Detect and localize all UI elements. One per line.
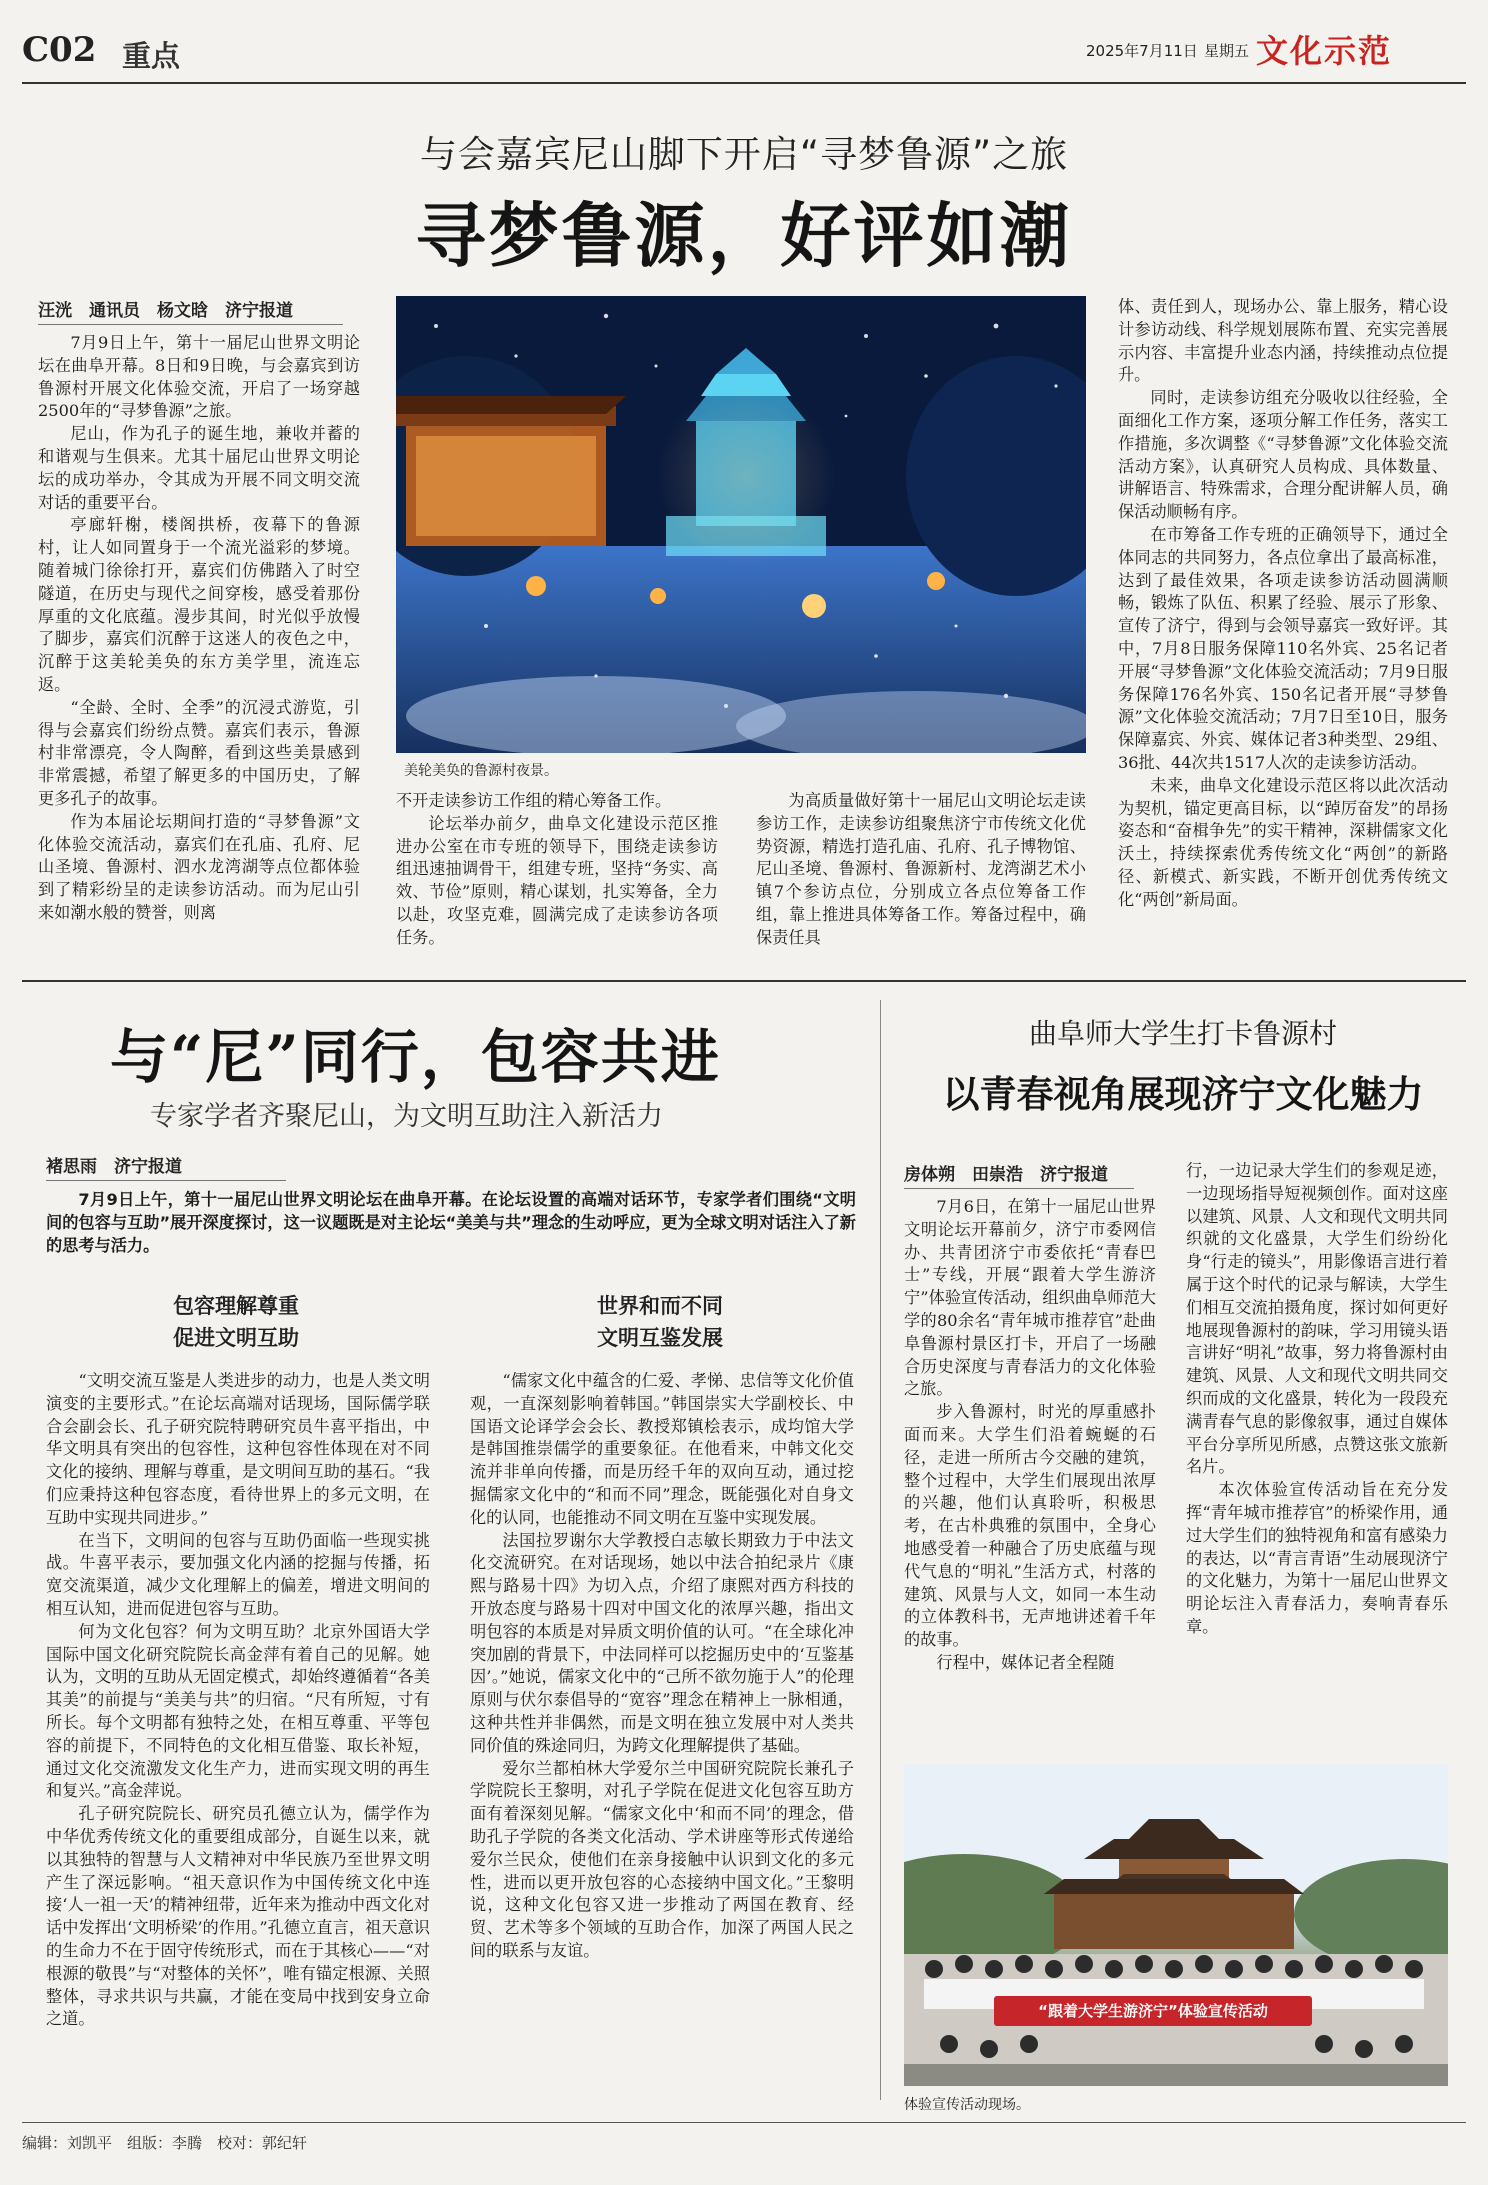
night-scene-photo	[396, 296, 1086, 753]
paragraph: 为高质量做好第十一届尼山文明论坛走读参访工作，走读参访组聚焦济宁市传统文化优势资源，精选打造孔庙、孔府、孔子博物馆、尼山圣境、鲁源村、鲁源新村、龙湾湖艺术小镇7个参访点位，分别成立各点位筹备工作组，靠上推进具体筹备工作。筹备过程中，确保责任具	[756, 791, 1086, 947]
article2-lead: 7月9日上午，第十一届尼山世界文明论坛在曲阜开幕。在论坛设置的高端对话环节，专家学者们围绕“文明间的包容与互助”展开深度探讨，这一议题既是对主论坛“美美与共”理念的生动呼应，更为全球文明对话注入了新的思考与活力。	[46, 1190, 856, 1255]
paragraph: 作为本届论坛期间打造的“寻梦鲁源”文化体验交流活动，嘉宾们在孔庙、孔府、尼山圣境、鲁源村、泗水龙湾湖等点位都体验到了精彩纷呈的走读参访活动。而为尼山引来如潮水般的赞誉，则离	[38, 811, 360, 922]
masthead-rule	[22, 82, 1466, 84]
article1-kicker: 与会嘉宾尼山脚下开启“寻梦鲁源”之旅	[419, 133, 1069, 176]
paragraph: 7月6日，在第十一届尼山世界文明论坛开幕前夕，济宁市委网信办、共青团济宁市委依托“青春巴士”专线，开展“跟着大学生游济宁”体验宣传活动，组织曲阜师范大学的80余名“青年城市推荐官”赴曲阜鲁源村景区打卡，开启了一场融合历史深度与青春活力的文化体验之旅。	[904, 1197, 1156, 1399]
article3-kicker: 曲阜师大学生打卡鲁源村	[1028, 1017, 1337, 1050]
article2-left-subhead-1: 包容理解尊重	[173, 1294, 299, 1318]
article1-column-4	[1118, 296, 1448, 912]
byline-underline	[904, 1188, 1134, 1189]
article1-column-1	[38, 332, 360, 925]
paragraph: 步入鲁源村，时光的厚重感扑面而来。大学生们沿着蜿蜒的石径，走进一所所古今交融的建筑，整个过程中，大学生们展现出浓厚的兴趣，他们认真聆听，积极思考，在古朴典雅的氛围中，全身心地感受着一种融合了历史底蕴与现代气息的“明礼”生活方式，村落的建筑、风景与人文，如同一本生动的立体教科书，无声地讲述着千年的故事。	[904, 1402, 1156, 1650]
page-code: C02	[22, 30, 97, 70]
column-divider	[880, 1000, 881, 2100]
byline-underline	[46, 1180, 286, 1181]
article2-headline: 与“尼”同行，包容共进	[110, 1023, 721, 1091]
article2-left-column	[46, 1370, 430, 2031]
group-photo-banner-text: “跟着大学生游济宁”体验宣传活动	[1038, 2002, 1268, 2020]
article2-left-subhead-2: 促进文明互助	[173, 1326, 299, 1350]
paragraph: 行程中，媒体记者全程随	[936, 1652, 1115, 1672]
footer-rule	[22, 2122, 1466, 2123]
paragraph: 本次体验宣传活动旨在充分发挥“青年城市推荐官”的桥梁作用，通过大学生们的独特视角和富有感染力的表达，以“青言青语”生动展现济宁的文化魅力，为第十一届尼山世界文明论坛注入青春活力，奏响青春乐章。	[1186, 1480, 1448, 1636]
article2-mid-column	[470, 1370, 854, 1963]
paragraph: 亭廊轩榭，楼阁拱桥，夜幕下的鲁源村，让人如同置身于一个流光溢彩的梦境。随着城门徐徐打开，嘉宾们仿佛踏入了时空隧道，在历史与现代之间穿梭，感受着那份厚重的文化底蕴。漫步其间，时光似乎放慢了脚步，嘉宾们沉醉于这迷人的夜色之中，沉醉于这美轮美奂的东方美学里，流连忘返。	[38, 515, 360, 694]
article3-headline: 以青春视角展现济宁文化魅力	[942, 1072, 1424, 1116]
paragraph: 体、责任到人，现场办公、靠上服务，精心设计参访动线、科学规划展陈布置、充实完善展示内容、丰富提升业态内涵，持续推动点位提升。	[1118, 297, 1448, 385]
paper-name-logo: 文化示范	[1256, 32, 1393, 70]
article3-column-2	[1186, 1160, 1448, 1639]
paragraph: “儒家文化中蕴含的仁爱、孝悌、忠信等文化价值观，一直深刻影响着韩国。”韩国崇实大学副校长、中国语文论译学会会长、教授郑镇桧表示，成均馆大学是韩国推崇儒学的重要象征。在他看来，中韩文化交流并非单向传播，而是历经千年的双向互动，通过挖掘儒家文化中的“和而不同”理念，既能强化对自身文化的认同，也能推动不同文明在互鉴中实现发展。	[470, 1371, 854, 1527]
paragraph: 行，一边记录大学生们的参观足迹，一边现场指导短视频创作。面对这座以建筑、风景、人文和现代文明共同织就的文化盛景，大学生们纷纷化身“行走的镜头”，用影像语言进行着属于这个时代的记录与解读，大学生们相互交流拍摄角度，探讨如何更好地展现鲁源村的韵味，学习用镜头语言讲好“明礼”故事，努力将鲁源村由建筑、风景、人文和现代文明共同交织而成的文化盛景，转化为一段段充满青春气息的影像叙事，通过自媒体平台分享所见所感，点赞这张文旅新名片。	[1186, 1161, 1448, 1477]
paragraph: 尼山，作为孔子的诞生地，兼收并蓄的和谐观与生俱来。尤其十届尼山世界文明论坛的成功举办，令其成为开展不同文明交流对话的重要平台。	[38, 424, 360, 512]
article1-column-3	[756, 790, 1086, 950]
masthead	[0, 0, 1488, 78]
article2-byline: 褚思雨 济宁报道	[46, 1157, 182, 1177]
byline-underline	[38, 324, 343, 325]
paragraph: 未来，曲阜文化建设示范区将以此次活动为契机，锚定更高目标，以“踔厉奋发”的昂扬姿态和“奋楫争先”的实干精神，深耕儒家文化沃土，持续探索优秀传统文化“两创”的新路径、新模式、新实践，不断开创优秀传统文化“两创”新局面。	[1118, 775, 1448, 909]
section-name: 重点	[122, 39, 181, 73]
issue-weekday: 星期五	[1204, 42, 1250, 60]
article2-mid-subhead-1: 世界和而不同	[597, 1294, 723, 1318]
article1-photo-caption: 美轮美奂的鲁源村夜景。	[404, 763, 558, 779]
group-photo-banner	[994, 1996, 1312, 2026]
paragraph: 7月9日上午，第十一届尼山世界文明论坛在曲阜开幕。8日和9日晚，与会嘉宾到访鲁源村开展文化体验交流，开启了一场穿越2500年的“寻梦鲁源”之旅。	[38, 333, 360, 421]
article2-mid-subhead-2: 文明互鉴发展	[597, 1326, 723, 1350]
article3-photo-caption: 体验宣传活动现场。	[904, 2097, 1030, 2113]
article3-column-1	[904, 1196, 1156, 1675]
issue-date: 2025年7月11日	[1086, 42, 1198, 60]
article1-headline: 寻梦鲁源，好评如潮	[415, 194, 1073, 277]
paragraph: “全龄、全时、全季”的沉浸式游览，引得与会嘉宾们纷纷点赞。嘉宾们表示，鲁源村非常漂亮，令人陶醉，看到这些美景感到非常震撼，希望了解更多的中国历史，了解更多孔子的故事。	[38, 697, 360, 808]
article3-byline: 房体朔 田崇浩 济宁报道	[904, 1165, 1108, 1185]
paragraph: 论坛举办前夕，曲阜文化建设示范区推进办公室在市专班的领导下，围绕走读参访组迅速抽调骨干，组建专班，坚持“务实、高效、节俭”原则，精心谋划，扎实筹备，全力以赴，攻坚克难，圆满完成了走读参访各项任务。	[396, 813, 718, 947]
group-photo-illustration	[904, 1764, 1448, 2086]
article1-column-2	[396, 790, 718, 950]
paragraph: “文明交流互鉴是人类进步的动力，也是人类文明演变的主要形式。”在论坛高端对话现场，国际儒学联合会副会长、孔子研究院特聘研究员牛喜平指出，中华文明具有突出的包容性，这种包容性体现在对不同文化的接纳、理解与尊重，是文明间互助的基石。“我们应秉持这种包容态度，看待世界上的多元文明，在互助中实现共同进步。”	[46, 1371, 430, 1527]
night-scene-illustration	[396, 296, 1086, 753]
paragraph: 不开走读参访工作组的精心筹备工作。	[396, 791, 672, 810]
article1-byline: 汪洸 通讯员 杨文晗 济宁报道	[38, 301, 293, 321]
paragraph: 何为文化包容？何为文明互助？北京外国语大学国际中国文化研究院院长高金萍有着自己的见解。她认为，文明的互助从无固定模式，却始终遵循着“各美其美”的前提与“美美与共”的归宿。“尺有所短，寸有所长。每个文明都有独特之处，在相互尊重、平等包容的前提下，不同特色的文化相互借鉴、取长补短，通过文化交流激发文化生产力，进而实现文明的再生和复兴。”高金萍说。	[46, 1621, 430, 1801]
footer-credits: 编辑：刘凯平 组版：李腾 校对：郭纪轩	[22, 2134, 308, 2152]
section-divider	[22, 980, 1466, 982]
article2-subtitle: 专家学者齐聚尼山，为文明互助注入新活力	[150, 1101, 663, 1132]
paragraph: 同时，走读参访组充分吸收以往经验，全面细化工作方案，逐项分解工作任务，落实工作措施，多次调整《“寻梦鲁源”文化体验交流活动方案》，认真研究人员构成、具体数量、讲解语言、特殊需求，合理分配讲解人员，确保活动顺畅有序。	[1118, 388, 1448, 522]
paragraph: 在当下，文明间的包容与互助仍面临一些现实挑战。牛喜平表示，要加强文化内涵的挖掘与传播，拓宽交流渠道，减少文化理解上的偏差，增进文明间的相互认知，进而促进包容与互助。	[46, 1530, 430, 1618]
paragraph: 爱尔兰都柏林大学爱尔兰中国研究院院长兼孔子学院院长王黎明，对孔子学院在促进文化包容互助方面有着深刻见解。“儒家文化中‘和而不同’的理念，借助孔子学院的各类文化活动、学术讲座等形式传递给爱尔兰民众，使他们在亲身接触中认识到文化的多元性，进而以更开放包容的心态接纳中国文化。”王黎明说，这种文化包容又进一步推动了两国在教育、经贸、艺术等多个领域的互助合作，加深了两国人民之间的联系与友谊。	[470, 1758, 854, 1960]
paragraph: 在市筹备工作专班的正确领导下，通过全体同志的共同努力，各点位拿出了最高标准，达到了最佳效果，各项走读参访活动圆满顺畅，锻炼了队伍、积累了经验、展示了形象、宣传了济宁，得到与会领导嘉宾一致好评。其中，7月8日服务保障110名外宾、25名记者开展“寻梦鲁源”文化体验交流活动；7月9日服务保障176名外宾、150名记者开展“寻梦鲁源”文化体验交流活动；7月7日至10日，服务保障嘉宾、外宾、媒体记者3种类型、29组、36批、44次共1517人次的走读参访活动。	[1118, 524, 1448, 772]
paragraph: 法国拉罗谢尔大学教授白志敏长期致力于中法文化交流研究。在对话现场，她以中法合拍纪录片《康熙与路易十四》为切入点，介绍了康熙对西方科技的开放态度与路易十四对中国文化的浓厚兴趣，指出文明包容的本质是对异质文明价值的认可。“在全球化冲突加剧的背景下，中法同样可以挖掘历史中的‘互鉴基因’。”她说，儒家文化中的“己所不欲勿施于人”的伦理原则与伏尔泰倡导的“宽容”理念在精神上一脉相通，这种共性并非偶然，而是文明在独立发展中对人类共同价值的殊途同归，为跨文化理解提供了基础。	[470, 1530, 854, 1755]
group-photo	[904, 1764, 1448, 2086]
paragraph: 孔子研究院院长、研究员孔德立认为，儒学作为中华优秀传统文化的重要组成部分，自诞生以来，就以其独特的智慧与人文精神对中华民族乃至世界文明产生了深远影响。“祖天意识作为中国传统文化中连接‘人一祖一天’的精神纽带，近年来为推动中西文化对话中发挥出‘文明桥梁’的作用。”孔德立直言，祖天意识的生命力不在于固守传统形式，而在于其核心——“对根源的敬畏”与“对整体的关怀”，唯有锚定根源、关照整体，寻求共识与共赢，才能在变局中找到安身立命之道。	[46, 1804, 430, 2029]
